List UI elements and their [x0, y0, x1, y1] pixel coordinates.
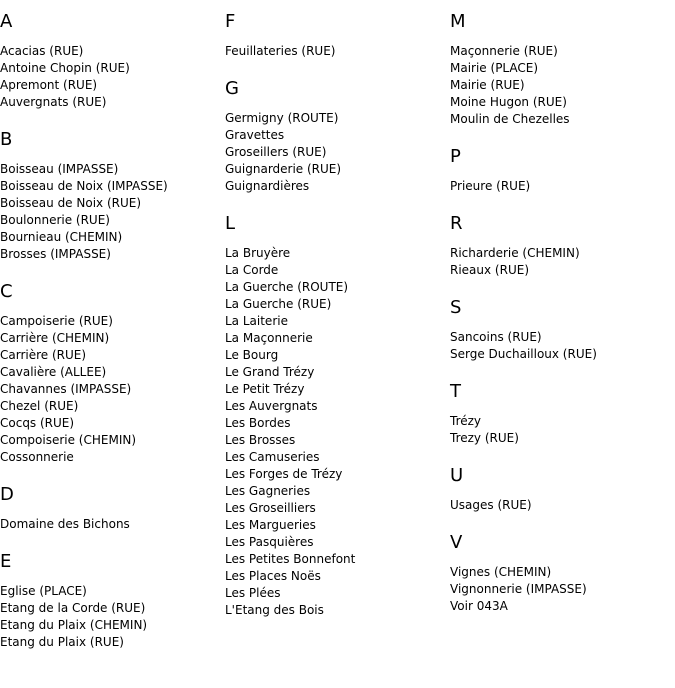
letter-group: [225, 212, 445, 619]
street-item: La Guerche (RUE): [225, 297, 332, 311]
street-item: Les Pasquières: [225, 535, 314, 549]
letter-heading: T: [450, 381, 461, 402]
letter-heading: P: [450, 146, 461, 167]
street-item: Le Bourg: [225, 348, 279, 362]
street-list: [0, 313, 220, 466]
street-item: Guignardières: [225, 179, 310, 193]
street-item: Carrière (RUE): [0, 348, 87, 362]
street-item: Richarderie (CHEMIN): [450, 246, 580, 260]
street-list: [0, 43, 220, 111]
street-item: Brosses (IMPASSE): [0, 247, 111, 261]
street-item: Rieaux (RUE): [450, 263, 529, 277]
street-item: Les Places Noës: [225, 569, 321, 583]
street-item: Moulin de Chezelles: [450, 112, 570, 126]
street-list: [450, 43, 670, 128]
street-item: Sancoins (RUE): [450, 330, 542, 344]
letter-group: [0, 483, 220, 533]
letter-heading: R: [450, 213, 463, 234]
letter-heading: E: [0, 551, 12, 572]
letter-group: [450, 296, 670, 363]
street-item: Boisseau (IMPASSE): [0, 162, 119, 176]
street-item: Campoiserie (RUE): [0, 314, 113, 328]
street-list: [225, 245, 445, 619]
street-item: Mairie (RUE): [450, 78, 525, 92]
letter-heading: C: [0, 281, 13, 302]
letter-group: [225, 77, 445, 195]
street-item: Groseillers (RUE): [225, 145, 327, 159]
letter-group: [450, 380, 670, 447]
street-list: [225, 43, 445, 60]
street-item: Cocqs (RUE): [0, 416, 75, 430]
letter-group: [450, 212, 670, 279]
street-item: La Bruyère: [225, 246, 291, 260]
street-item: Auvergnats (RUE): [0, 95, 107, 109]
street-item: La Maçonnerie: [225, 331, 313, 345]
letter-group: [0, 128, 220, 263]
street-item: Eglise (PLACE): [0, 584, 87, 598]
letter-group: [450, 10, 670, 128]
letter-heading: F: [225, 11, 236, 32]
index-column: [225, 10, 445, 636]
street-item: Germigny (ROUTE): [225, 111, 339, 125]
street-list: [0, 583, 220, 651]
street-item: Les Auvergnats: [225, 399, 318, 413]
street-list: [0, 161, 220, 263]
street-item: Vignonnerie (IMPASSE): [450, 582, 587, 596]
street-item: Mairie (PLACE): [450, 61, 539, 75]
letter-heading: B: [0, 129, 13, 150]
street-item: Vignes (CHEMIN): [450, 565, 552, 579]
street-item: La Guerche (ROUTE): [225, 280, 349, 294]
street-item: Gravettes: [225, 128, 285, 142]
street-item: Boisseau de Noix (IMPASSE): [0, 179, 168, 193]
letter-group: [450, 464, 670, 514]
letter-heading: S: [450, 297, 462, 318]
street-item: Acacias (RUE): [0, 44, 84, 58]
street-list: [450, 497, 670, 514]
street-item: Antoine Chopin (RUE): [0, 61, 130, 75]
street-list: [0, 516, 220, 533]
street-item: Carrière (CHEMIN): [0, 331, 110, 345]
street-item: Voir 043A: [450, 599, 508, 613]
street-item: Les Brosses: [225, 433, 296, 447]
letter-heading: U: [450, 465, 464, 486]
letter-heading: L: [225, 213, 236, 234]
letter-group: [0, 550, 220, 651]
street-list: [225, 110, 445, 195]
street-item: Les Plées: [225, 586, 281, 600]
street-item: Serge Duchailloux (RUE): [450, 347, 597, 361]
street-list: [450, 245, 670, 279]
street-item: Bournieau (CHEMIN): [0, 230, 123, 244]
street-item: Domaine des Bichons: [0, 517, 130, 531]
street-item: Etang du Plaix (RUE): [0, 635, 124, 649]
street-item: La Corde: [225, 263, 279, 277]
street-item: Etang de la Corde (RUE): [0, 601, 146, 615]
street-item: Les Forges de Trézy: [225, 467, 343, 481]
street-item: Boulonnerie (RUE): [0, 213, 110, 227]
street-item: Trézy: [450, 414, 482, 428]
letter-group: [450, 531, 670, 615]
street-item: Prieure (RUE): [450, 179, 531, 193]
street-item: Moine Hugon (RUE): [450, 95, 567, 109]
letter-heading: A: [0, 11, 13, 32]
letter-heading: M: [450, 11, 466, 32]
letter-group: [450, 145, 670, 195]
index-column: [0, 10, 220, 668]
letter-heading: D: [0, 484, 14, 505]
street-item: Apremont (RUE): [0, 78, 98, 92]
letter-group: [0, 280, 220, 466]
letter-heading: V: [450, 532, 463, 553]
letter-group: [0, 10, 220, 111]
street-item: Le Grand Trézy: [225, 365, 315, 379]
street-list: [450, 564, 670, 615]
index-column: [450, 10, 670, 632]
street-item: L'Etang des Bois: [225, 603, 324, 617]
street-item: Guignarderie (RUE): [225, 162, 342, 176]
street-item: Trezy (RUE): [450, 431, 519, 445]
street-list: [450, 329, 670, 363]
street-item: Feuillateries (RUE): [225, 44, 336, 58]
street-list: [450, 178, 670, 195]
street-item: Boisseau de Noix (RUE): [0, 196, 142, 210]
street-item: Etang du Plaix (CHEMIN): [0, 618, 148, 632]
street-item: Usages (RUE): [450, 498, 532, 512]
street-item: Cavalière (ALLEE): [0, 365, 107, 379]
street-item: Chezel (RUE): [0, 399, 79, 413]
street-item: Les Camuseries: [225, 450, 320, 464]
street-item: Maçonnerie (RUE): [450, 44, 558, 58]
letter-heading: G: [225, 78, 239, 99]
street-item: Chavannes (IMPASSE): [0, 382, 132, 396]
street-item: Les Bordes: [225, 416, 291, 430]
street-list: [450, 413, 670, 447]
street-item: Les Margueries: [225, 518, 316, 532]
letter-group: [225, 10, 445, 60]
street-item: Les Petites Bonnefont: [225, 552, 356, 566]
street-item: Les Groseilliers: [225, 501, 316, 515]
street-item: Les Gagneries: [225, 484, 311, 498]
street-item: Le Petit Trézy: [225, 382, 305, 396]
street-item: Compoiserie (CHEMIN): [0, 433, 137, 447]
street-item: La Laiterie: [225, 314, 288, 328]
street-item: Cossonnerie: [0, 450, 74, 464]
